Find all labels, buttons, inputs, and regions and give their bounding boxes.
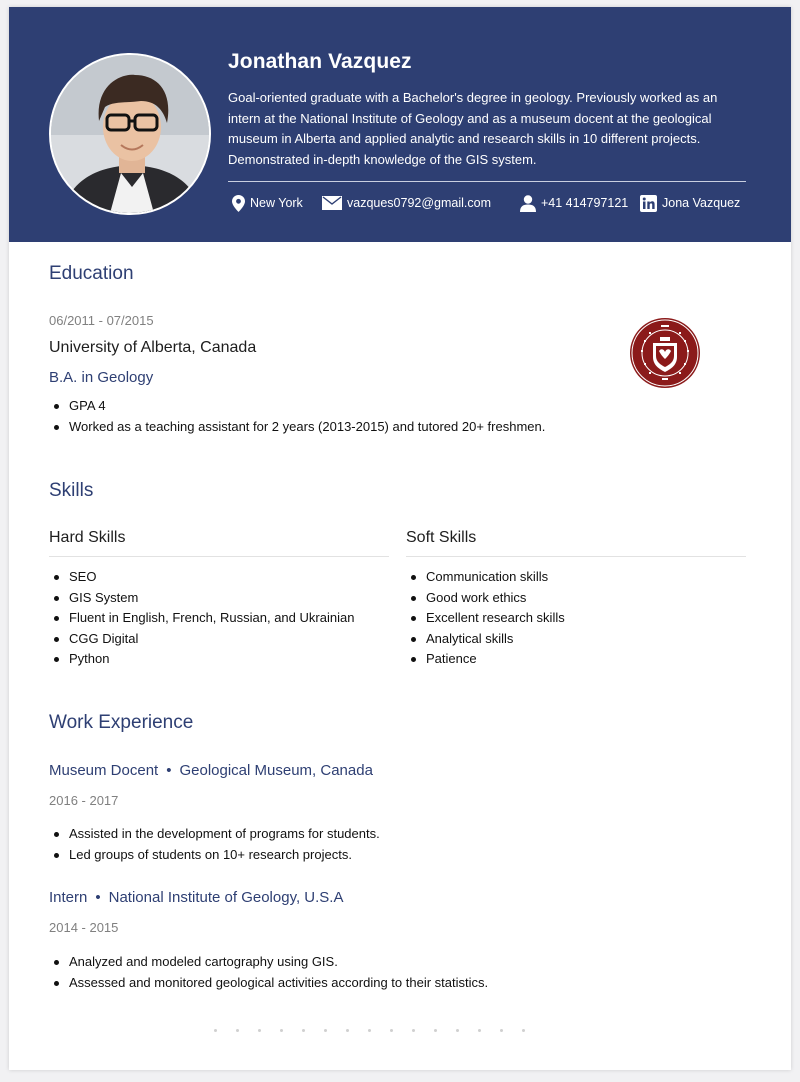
list-item: CGG Digital <box>49 629 354 650</box>
phone-text[interactable]: +41 414797121 <box>541 196 629 210</box>
soft-skills-title: Soft Skills <box>406 529 477 546</box>
job-dates-1: 2016 - 2017 <box>49 793 119 808</box>
contact-location <box>232 193 303 213</box>
list-item: Patience <box>406 649 565 670</box>
soft-skills-divider <box>406 556 746 557</box>
education-degree: B.A. in Geology <box>49 369 154 386</box>
list-item: Worked as a teaching assistant for 2 years (2013-2015) and tutored 20+ freshmen. <box>49 417 545 438</box>
contact-phone[interactable] <box>520 193 628 213</box>
location-pin-icon <box>232 195 245 212</box>
list-item: Assessed and monitored geological activities according to their statistics. <box>49 973 488 994</box>
education-school: University of Alberta, Canada <box>49 339 257 356</box>
job-title-2 <box>49 889 343 906</box>
list-item: GIS System <box>49 588 354 609</box>
person-icon <box>520 195 536 212</box>
list-item: Led groups of students on 10+ research projects. <box>49 845 380 866</box>
job-role: Museum Docent <box>49 762 159 779</box>
skills-title: Skills <box>49 480 94 501</box>
contact-linkedin[interactable] <box>640 193 740 213</box>
profile-photo <box>49 53 211 215</box>
envelope-icon <box>322 196 342 210</box>
list-item: Excellent research skills <box>406 608 565 629</box>
soft-skills-list <box>406 567 565 670</box>
hard-skills-title: Hard Skills <box>49 529 126 546</box>
job-bullets-1 <box>49 824 380 865</box>
list-item: SEO <box>49 567 354 588</box>
title-separator: • <box>95 889 101 906</box>
list-item: Assisted in the development of programs for students. <box>49 824 380 845</box>
job-dates-2: 2014 - 2015 <box>49 920 119 935</box>
education-dates: 06/2011 - 07/2015 <box>49 313 154 328</box>
linkedin-text[interactable]: Jona Vazquez <box>662 196 741 210</box>
list-item: Analytical skills <box>406 629 565 650</box>
list-item: GPA 4 <box>49 396 545 417</box>
resume-page <box>9 7 791 1070</box>
job-org: National Institute of Geology, U.S.A <box>108 889 344 906</box>
job-role: Intern <box>49 889 88 906</box>
list-item: Communication skills <box>406 567 565 588</box>
contact-email[interactable] <box>322 193 491 213</box>
candidate-name: Jonathan Vazquez <box>228 50 412 73</box>
job-org: Geological Museum, Canada <box>179 762 373 779</box>
profile-summary: Goal-oriented graduate with a Bachelor's degree in geology. Previously worked as an intern at the National Institute of Geology and as a museum docent at the geological museum in Alberta and applied analytic and research skills in 10 different projects. Demonstrated in-depth knowledge of the GIS system. <box>228 90 718 167</box>
education-bullets <box>49 396 545 437</box>
list-item: Good work ethics <box>406 588 565 609</box>
hard-skills-divider <box>49 556 389 557</box>
job-title-1 <box>49 762 373 779</box>
title-separator: • <box>166 762 172 779</box>
page-break-dots <box>214 1029 544 1032</box>
list-item: Python <box>49 649 354 670</box>
work-experience-title: Work Experience <box>49 712 194 733</box>
location-text: New York <box>250 196 303 210</box>
job-bullets-2 <box>49 952 488 993</box>
email-text[interactable]: vazques0792@gmail.com <box>347 196 492 210</box>
linkedin-icon <box>640 195 657 212</box>
hard-skills-list <box>49 567 354 670</box>
list-item: Fluent in English, French, Russian, and Ukrainian <box>49 608 354 629</box>
resume-header <box>9 7 791 242</box>
list-item: Analyzed and modeled cartography using GIS. <box>49 952 488 973</box>
education-title: Education <box>49 263 134 284</box>
header-divider <box>228 181 746 182</box>
university-seal-logo <box>629 317 701 389</box>
